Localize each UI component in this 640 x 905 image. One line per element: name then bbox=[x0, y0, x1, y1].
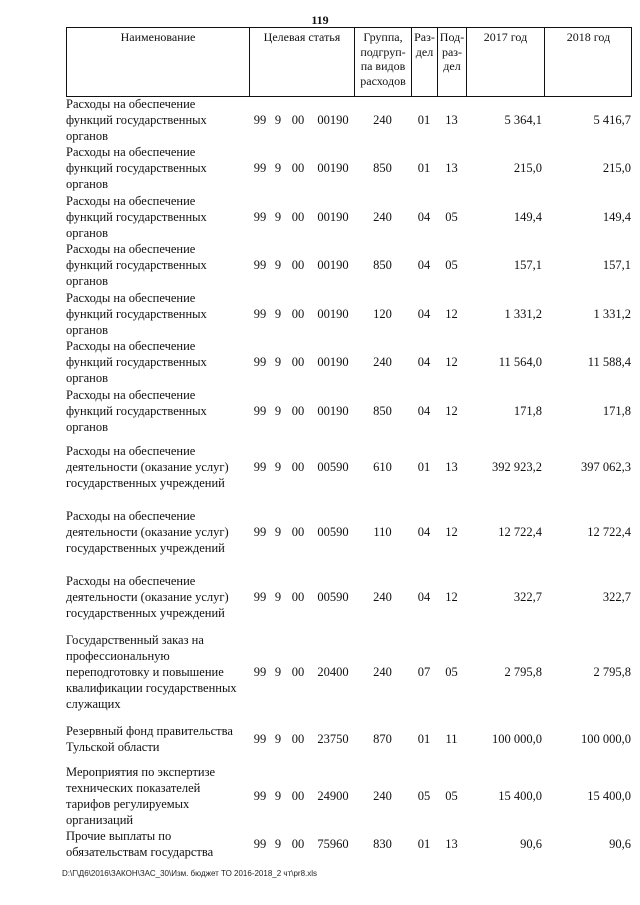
target-code-1: 99 bbox=[253, 404, 267, 418]
table-row bbox=[66, 828, 632, 860]
row-name: Расходы на обеспечение деятельности (оказание услуг) государственных учреждений bbox=[66, 574, 229, 620]
target-code-3: 00 bbox=[291, 210, 305, 224]
amount-2018: 1 331,2 bbox=[593, 307, 631, 321]
target-code-3: 00 bbox=[291, 460, 305, 474]
header-section: Раз- дел bbox=[412, 28, 438, 96]
amount-2017: 215,0 bbox=[513, 161, 542, 175]
target-code-2: 9 bbox=[274, 665, 282, 679]
group-code: 830 bbox=[373, 837, 392, 851]
row-name: Расходы на обеспечение функций государственных органов bbox=[66, 339, 207, 385]
group-code: 240 bbox=[373, 665, 392, 679]
table-row bbox=[66, 193, 632, 241]
target-code-3: 00 bbox=[291, 307, 305, 321]
group-code: 850 bbox=[373, 258, 392, 272]
subsection-code: 12 bbox=[445, 404, 458, 418]
table-row bbox=[66, 764, 632, 828]
target-code-4: 00190 bbox=[317, 307, 349, 321]
target-code-3: 00 bbox=[291, 590, 305, 604]
section-code: 01 bbox=[417, 161, 431, 175]
amount-2017: 2 795,8 bbox=[504, 665, 542, 679]
subsection-code: 12 bbox=[445, 525, 458, 539]
table-row bbox=[66, 632, 632, 712]
target-code-1: 99 bbox=[253, 355, 267, 369]
target-code-1: 99 bbox=[253, 113, 267, 127]
section-code: 01 bbox=[417, 113, 431, 127]
target-code-2: 9 bbox=[274, 837, 282, 851]
subsection-code: 13 bbox=[445, 161, 458, 175]
section-code: 07 bbox=[417, 665, 431, 679]
subsection-code: 12 bbox=[445, 590, 458, 604]
subsection-code: 13 bbox=[445, 460, 458, 474]
target-code-3: 00 bbox=[291, 113, 305, 127]
target-code-2: 9 bbox=[274, 161, 282, 175]
table-row bbox=[66, 241, 632, 289]
amount-2017: 1 331,2 bbox=[504, 307, 542, 321]
target-code-2: 9 bbox=[274, 590, 282, 604]
amount-2017: 149,4 bbox=[513, 210, 542, 224]
target-code-2: 9 bbox=[274, 460, 282, 474]
target-code-1: 99 bbox=[253, 210, 267, 224]
row-name: Расходы на обеспечение функций государственных органов bbox=[66, 97, 207, 143]
amount-2018: 90,6 bbox=[609, 837, 631, 851]
budget-table bbox=[66, 27, 632, 859]
amount-2018: 11 588,4 bbox=[587, 355, 631, 369]
target-code-4: 00590 bbox=[317, 525, 349, 539]
subsection-code: 11 bbox=[445, 732, 458, 746]
target-code-2: 9 bbox=[274, 113, 282, 127]
target-code-2: 9 bbox=[274, 258, 282, 272]
target-code-1: 99 bbox=[253, 590, 267, 604]
group-code: 240 bbox=[373, 355, 392, 369]
subsection-code: 12 bbox=[445, 307, 458, 321]
target-code-3: 00 bbox=[291, 837, 305, 851]
group-code: 240 bbox=[373, 590, 392, 604]
amount-2017: 157,1 bbox=[513, 258, 542, 272]
target-code-1: 99 bbox=[253, 732, 267, 746]
target-code-4: 00190 bbox=[317, 113, 349, 127]
subsection-code: 05 bbox=[445, 210, 458, 224]
target-code-4: 00190 bbox=[317, 355, 349, 369]
amount-2018: 215,0 bbox=[602, 161, 631, 175]
group-code: 850 bbox=[373, 404, 392, 418]
target-code-2: 9 bbox=[274, 789, 282, 803]
group-code: 240 bbox=[373, 210, 392, 224]
target-code-4: 00190 bbox=[317, 210, 349, 224]
section-code: 04 bbox=[417, 525, 431, 539]
group-code: 120 bbox=[373, 307, 392, 321]
amount-2017: 12 722,4 bbox=[498, 525, 542, 539]
page-number: 119 bbox=[311, 13, 329, 27]
group-code: 850 bbox=[373, 161, 392, 175]
target-code-1: 99 bbox=[253, 665, 267, 679]
target-code-2: 9 bbox=[274, 732, 282, 746]
amount-2017: 171,8 bbox=[513, 404, 542, 418]
subsection-code: 13 bbox=[445, 113, 458, 127]
table-row bbox=[66, 573, 632, 621]
target-code-3: 00 bbox=[291, 258, 305, 272]
amount-2018: 12 722,4 bbox=[587, 525, 631, 539]
section-code: 01 bbox=[417, 732, 431, 746]
row-name: Государственный заказ на профессиональную переподготовку и повышение квалификации государственных служащих bbox=[66, 633, 237, 711]
row-name: Расходы на обеспечение функций государственных органов bbox=[66, 291, 207, 337]
subsection-code: 13 bbox=[445, 837, 458, 851]
row-name: Резервный фонд правительства Тульской области bbox=[66, 724, 233, 754]
table-row bbox=[66, 96, 632, 144]
target-code-2: 9 bbox=[274, 404, 282, 418]
table-row bbox=[66, 387, 632, 435]
amount-2018: 397 062,3 bbox=[581, 460, 631, 474]
section-code: 05 bbox=[417, 789, 431, 803]
header-2018: 2018 год bbox=[566, 30, 611, 44]
target-code-3: 00 bbox=[291, 355, 305, 369]
section-code: 04 bbox=[417, 590, 431, 604]
section-code: 04 bbox=[417, 258, 431, 272]
target-code-2: 9 bbox=[274, 307, 282, 321]
target-code-4: 75960 bbox=[317, 837, 349, 851]
table-row bbox=[66, 723, 632, 755]
target-code-3: 00 bbox=[291, 789, 305, 803]
target-code-4: 00590 bbox=[317, 590, 349, 604]
target-code-4: 24900 bbox=[317, 789, 349, 803]
target-code-4: 00590 bbox=[317, 460, 349, 474]
row-name: Прочие выплаты по обязательствам государства bbox=[66, 829, 214, 859]
header-2017: 2017 год bbox=[467, 28, 545, 96]
target-code-4: 23750 bbox=[317, 732, 349, 746]
target-code-3: 00 bbox=[291, 404, 305, 418]
table-row bbox=[66, 508, 632, 556]
subsection-code: 12 bbox=[445, 355, 458, 369]
header-subsection: Под- раз- дел bbox=[438, 28, 467, 96]
row-name: Расходы на обеспечение функций государственных органов bbox=[66, 145, 207, 191]
table-row bbox=[66, 443, 632, 491]
target-code-2: 9 bbox=[274, 355, 282, 369]
amount-2017: 100 000,0 bbox=[492, 732, 542, 746]
target-code-1: 99 bbox=[253, 307, 267, 321]
target-code-2: 9 bbox=[274, 525, 282, 539]
subsection-code: 05 bbox=[445, 789, 458, 803]
subsection-code: 05 bbox=[445, 258, 458, 272]
amount-2017: 322,7 bbox=[513, 590, 542, 604]
group-code: 110 bbox=[373, 525, 392, 539]
section-code: 04 bbox=[417, 355, 431, 369]
group-code: 240 bbox=[373, 113, 392, 127]
amount-2017: 5 364,1 bbox=[504, 113, 542, 127]
target-code-1: 99 bbox=[253, 525, 267, 539]
target-code-1: 99 bbox=[253, 789, 267, 803]
row-name: Расходы на обеспечение деятельности (оказание услуг) государственных учреждений bbox=[66, 444, 229, 490]
group-code: 610 bbox=[373, 460, 392, 474]
amount-2017: 15 400,0 bbox=[498, 789, 542, 803]
section-code: 04 bbox=[417, 307, 431, 321]
section-code: 01 bbox=[417, 460, 431, 474]
target-code-4: 20400 bbox=[317, 665, 349, 679]
amount-2018: 2 795,8 bbox=[593, 665, 631, 679]
amount-2017: 90,6 bbox=[520, 837, 542, 851]
target-code-4: 00190 bbox=[317, 258, 349, 272]
amount-2017: 11 564,0 bbox=[498, 355, 542, 369]
target-code-4: 00190 bbox=[317, 404, 349, 418]
subsection-code: 05 bbox=[445, 665, 458, 679]
header-target: Целевая статья bbox=[250, 28, 355, 96]
header-name: Наименование bbox=[67, 28, 250, 96]
header-group: Группа, подгруп- па видов расходов bbox=[355, 28, 412, 96]
target-code-2: 9 bbox=[274, 210, 282, 224]
target-code-3: 00 bbox=[291, 732, 305, 746]
section-code: 04 bbox=[417, 404, 431, 418]
table-row bbox=[66, 338, 632, 386]
amount-2018: 149,4 bbox=[602, 210, 631, 224]
file-path-footer: D:\Г\Д6\2016\ЗАКОН\ЗАС_30\Изм. бюджет ТО 2016-2018_2 чт\pr8.xls bbox=[62, 869, 318, 878]
row-name: Расходы на обеспечение функций государственных органов bbox=[66, 242, 207, 288]
row-name: Мероприятия по экспертизе технических показателей тарифов регулируемых организаций bbox=[66, 765, 216, 827]
target-code-1: 99 bbox=[253, 460, 267, 474]
table-row bbox=[66, 290, 632, 338]
amount-2018: 100 000,0 bbox=[581, 732, 631, 746]
amount-2017: 392 923,2 bbox=[492, 460, 542, 474]
row-name: Расходы на обеспечение деятельности (оказание услуг) государственных учреждений bbox=[66, 509, 229, 555]
group-code: 240 bbox=[373, 789, 392, 803]
target-code-3: 00 bbox=[291, 161, 305, 175]
table-header bbox=[66, 27, 632, 97]
group-code: 870 bbox=[373, 732, 392, 746]
target-code-3: 00 bbox=[291, 525, 305, 539]
target-code-3: 00 bbox=[291, 665, 305, 679]
row-name: Расходы на обеспечение функций государственных органов bbox=[66, 388, 207, 434]
table-row bbox=[66, 144, 632, 192]
row-name: Расходы на обеспечение функций государственных органов bbox=[66, 194, 207, 240]
amount-2018: 171,8 bbox=[602, 404, 631, 418]
amount-2018: 157,1 bbox=[602, 258, 631, 272]
amount-2018: 322,7 bbox=[602, 590, 631, 604]
section-code: 01 bbox=[417, 837, 431, 851]
target-code-1: 99 bbox=[253, 161, 267, 175]
section-code: 04 bbox=[417, 210, 431, 224]
target-code-1: 99 bbox=[253, 258, 267, 272]
target-code-4: 00190 bbox=[317, 161, 349, 175]
amount-2018: 5 416,7 bbox=[593, 113, 631, 127]
amount-2018: 15 400,0 bbox=[587, 789, 631, 803]
target-code-1: 99 bbox=[253, 837, 267, 851]
